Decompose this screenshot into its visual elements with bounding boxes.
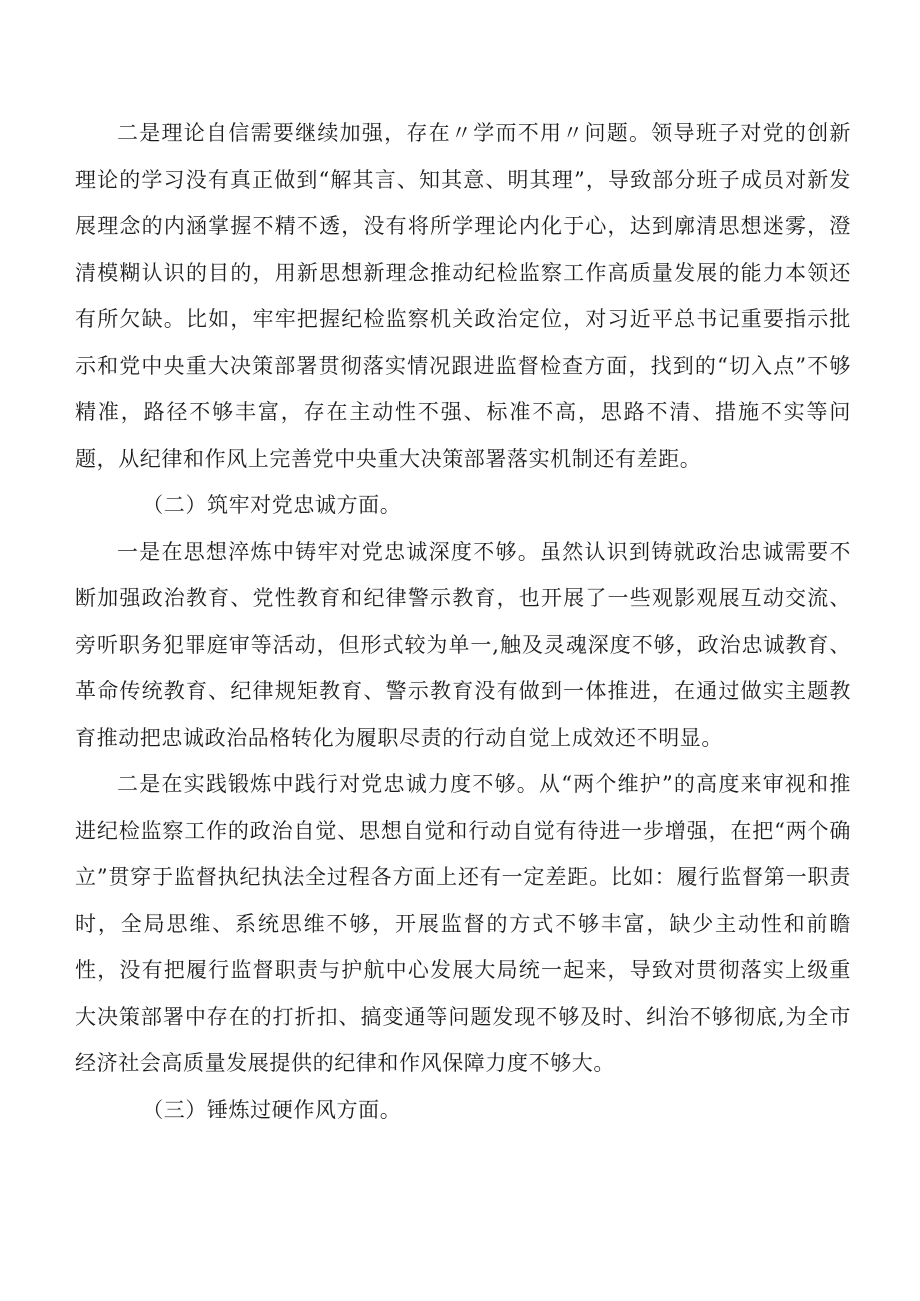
document-body	[75, 110, 851, 1133]
paragraph-practice-tempering: 二是在实践锻炼中践行对党忠诚力度不够。从“两个维护”的高度来审视和推进纪检监察工作的政治自觉、思想自觉和行动自觉有待进一步增强，在把“两个确立”贯穿于监督执纪执法全过程各方面上还有一定差距。比如：履行监督第一职责时，全局思维、系统思维不够，开展监督的方式不够丰富，缺少主动性和前瞻性，没有把履行监督职责与护航中心发展大局统一起来，导致对贯彻落实上级重大决策部署中存在的打折扣、搞变通等问题发现不够及时、纠治不够彻底,为全市经济社会高质量发展提供的纪律和作风保障力度不够大。	[75, 772, 851, 1075]
section-heading-work-style: （三）锤炼过硬作风方面。	[142, 1097, 402, 1122]
paragraph-theory-confidence: 二是理论自信需要继续加强，存在〃学而不用〃问题。领导班子对党的创新理论的学习没有真正做到“解其言、知其意、明其理”，导致部分班子成员对新发展理念的内涵掌握不精不透，没有将所学理论内化于心，达到廓清思想迷雾，澄清模糊认识的目的，用新思想新理念推动纪检监察工作高质量发展的能力本领还有所欠缺。比如，牢牢把握纪检监察机关政治定位，对习近平总书记重要指示批示和党中央重大决策部署贯彻落实情况跟进监督检查方面，找到的“切入点”不够精准，路径不够丰富，存在主动性不强、标准不高，思路不清、措施不实等问题，从纪律和作风上完善党中央重大决策部署落实机制还有差距。	[75, 121, 851, 471]
section-heading-loyalty: （二）筑牢对党忠诚方面。	[142, 493, 402, 517]
paragraph-thought-tempering: 一是在思想淬炼中铸牢对党忠诚深度不够。虽然认识到铸就政治忠诚需要不断加强政治教育、党性教育和纪律警示教育，也开展了一些观影观展互动交流、旁听职务犯罪庭审等活动，但形式较为单一,触及灵魂深度不够，政治忠诚教育、革命传统教育、纪律规矩教育、警示教育没有做到一体推进，在通过做实主题教育推动把忠诚政治品格转化为履职尽责的行动自觉上成效还不明显。	[75, 539, 851, 750]
